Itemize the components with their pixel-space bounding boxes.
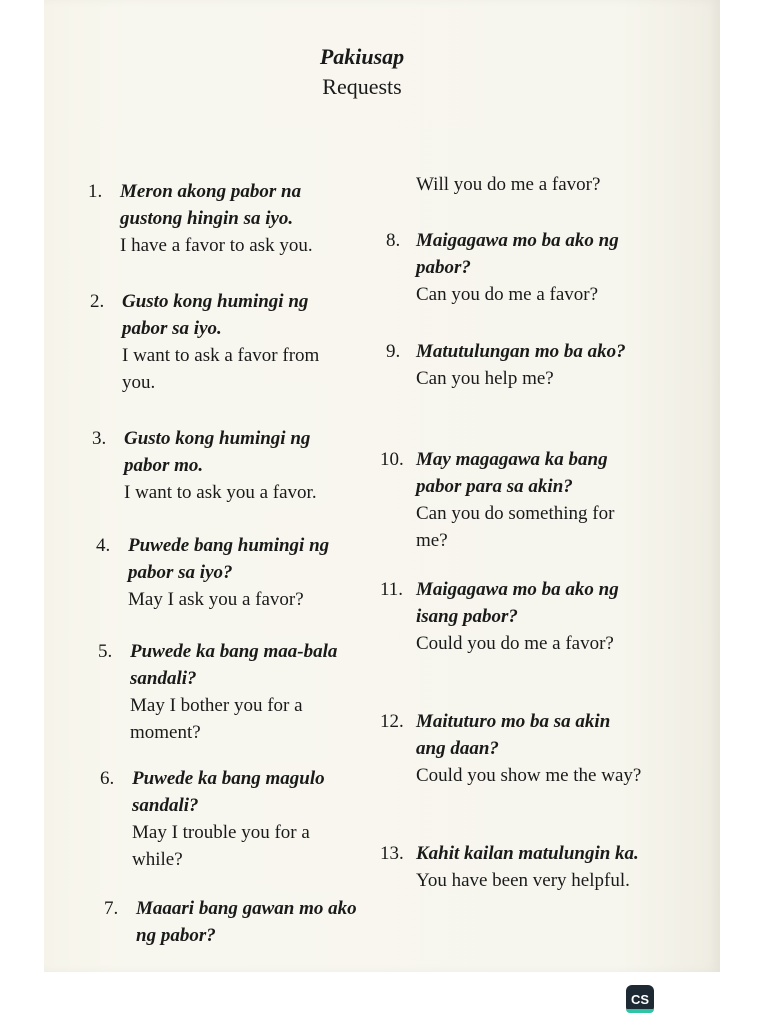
tagalog-phrase: Kahit kailan matulungin ka. <box>416 843 639 864</box>
english-translation: I have a favor to ask you. <box>120 235 313 256</box>
item-number: 5. <box>98 641 113 662</box>
tagalog-phrase: Puwede ka bang magulo sandali? <box>132 768 325 816</box>
tagalog-phrase: Matutulungan mo ba ako? <box>416 341 626 362</box>
item-number: 12. <box>380 711 404 732</box>
english-translation: Could you do me a favor? <box>416 633 614 654</box>
english-translation: May I trouble you for a while? <box>132 822 310 870</box>
english-translation: Can you help me? <box>416 368 554 389</box>
camscanner-logo: CS <box>626 985 654 1013</box>
english-translation: May I bother you for a moment? <box>130 695 303 743</box>
tagalog-phrase: May magagawa ka bang pabor para sa akin? <box>416 449 608 497</box>
item-number: 13. <box>380 843 404 864</box>
tagalog-phrase: Maigagawa mo ba ako ng isang pabor? <box>416 579 619 627</box>
item-number: 1. <box>88 181 103 202</box>
item-number: 11. <box>380 579 404 600</box>
english-translation: I want to ask a favor from you. <box>122 345 320 393</box>
english-translation: Can you do me a favor? <box>416 284 599 305</box>
item-number: 6. <box>100 768 115 789</box>
tagalog-phrase: Maigagawa mo ba ako ng pabor? <box>416 230 619 278</box>
english-translation: Can you do something for me? <box>416 503 615 551</box>
tagalog-phrase: Gusto kong humingi ng pabor mo. <box>124 428 311 476</box>
tagalog-phrase: Gusto kong humingi ng pabor sa iyo. <box>122 291 309 339</box>
english-translation: May I ask you a favor? <box>128 589 304 610</box>
tagalog-phrase: Meron akong pabor na gustong hingin sa iyo. <box>120 181 302 229</box>
item-number: 7. <box>104 898 119 919</box>
page-subtitle: Requests <box>322 74 402 99</box>
english-translation: Will you do me a favor? <box>416 174 601 195</box>
tagalog-phrase: Puwede ka bang maa-bala sandali? <box>130 641 338 689</box>
tagalog-phrase: Maituturo mo ba sa akin ang daan? <box>416 711 611 759</box>
english-translation: I want to ask you a favor. <box>124 482 317 503</box>
item-number: 4. <box>96 535 111 556</box>
tagalog-phrase: Puwede bang humingi ng pabor sa iyo? <box>128 535 330 583</box>
tagalog-phrase: Maaari bang gawan mo ako ng pabor? <box>136 898 357 946</box>
item-number: 9. <box>386 341 401 362</box>
english-translation: Could you show me the way? <box>416 765 642 786</box>
page-title: Pakiusap <box>319 44 405 69</box>
english-translation: You have been very helpful. <box>416 870 630 891</box>
item-number: 10. <box>380 449 404 470</box>
item-number: 3. <box>92 428 107 449</box>
item-number: 8. <box>386 230 401 251</box>
item-number: 2. <box>90 291 105 312</box>
